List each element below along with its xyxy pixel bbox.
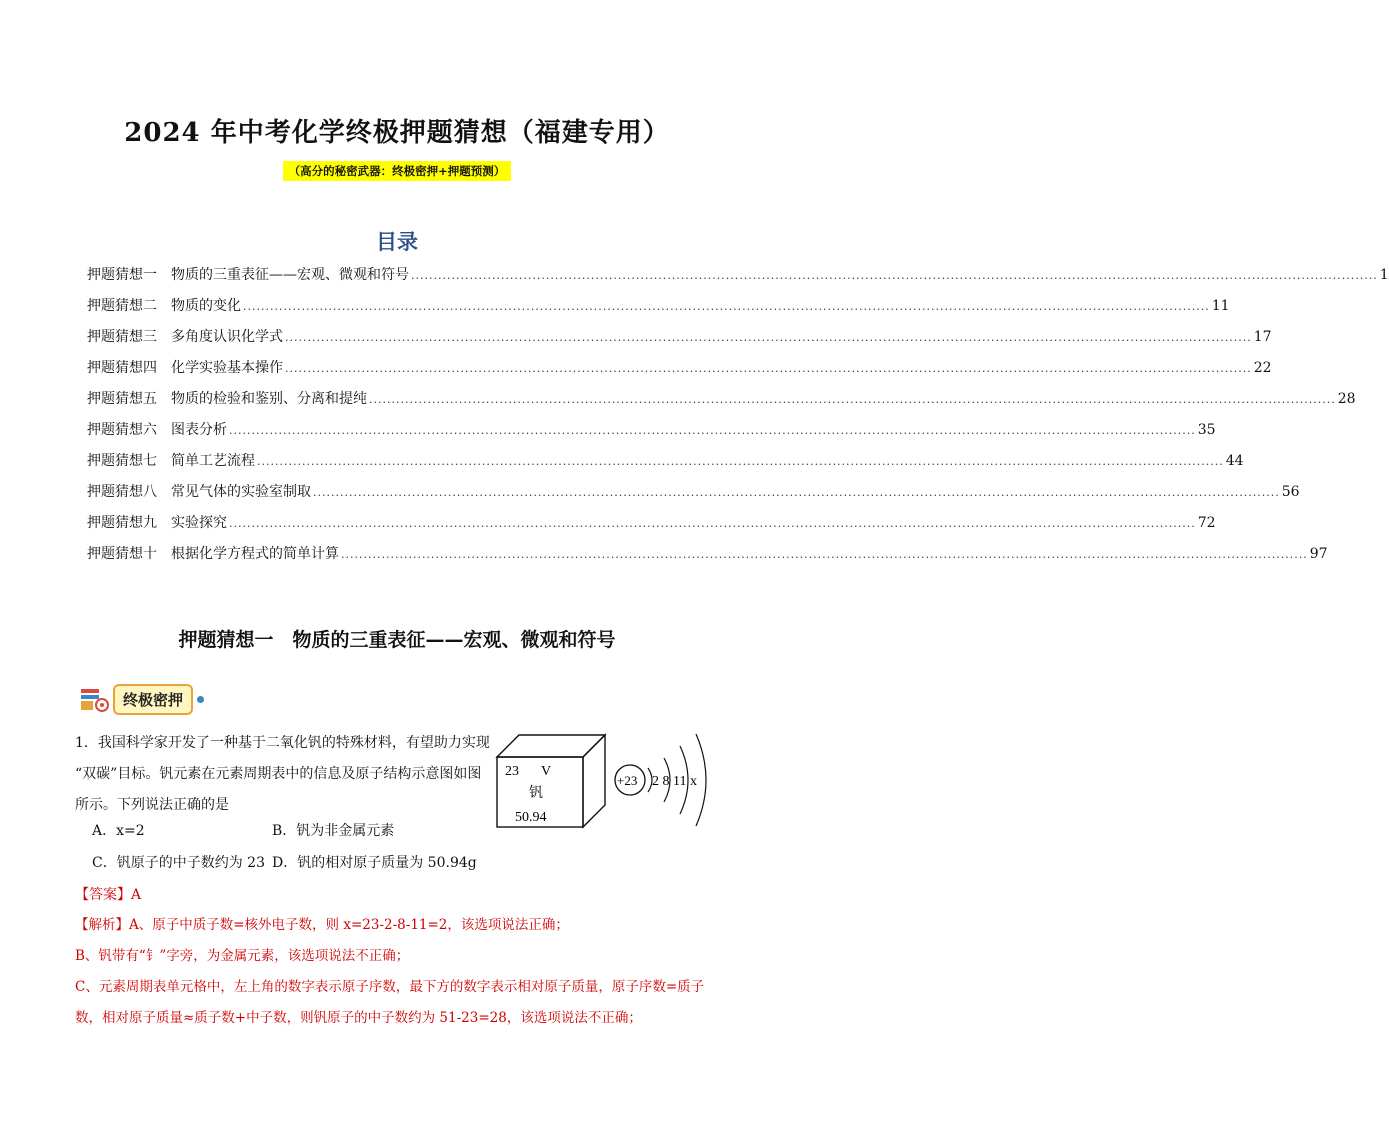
toc-leader-dots: ....................................................................................................................................................................................................................... — [243, 300, 1210, 313]
toc-entry[interactable] — [87, 357, 1272, 388]
element-mass: 50.94 — [515, 810, 547, 825]
toc-leader-dots: ....................................................................................................................................................................................................................... — [313, 486, 1280, 499]
toc-entry-page: 44 — [1225, 453, 1244, 469]
toc-entry-topic: 化学实验基本操作 — [171, 360, 283, 376]
toc-entry[interactable] — [87, 295, 1230, 326]
toc-entry-page: 17 — [1253, 329, 1272, 345]
badge-decoration-icon — [79, 686, 111, 714]
table-of-contents — [87, 264, 1389, 574]
option-a[interactable]: A．x=2 — [92, 823, 145, 839]
toc-entry[interactable] — [87, 450, 1244, 481]
toc-entry-page: 35 — [1197, 422, 1216, 438]
toc-entry-topic: 物质的三重表征——宏观、微观和符号 — [171, 267, 409, 283]
toc-entry-topic: 图表分析 — [171, 422, 227, 438]
toc-entry-label: 押题猜想七 — [87, 453, 157, 469]
toc-entry[interactable] — [87, 326, 1272, 357]
option-b[interactable]: B．钒为非金属元素 — [272, 823, 395, 839]
toc-heading: 目录 — [376, 229, 418, 254]
toc-entry-label: 押题猜想十 — [87, 546, 157, 562]
toc-entry[interactable] — [87, 481, 1300, 512]
toc-entry-page: 22 — [1253, 360, 1272, 376]
nucleus-charge: +23 — [617, 773, 638, 788]
toc-leader-dots: ....................................................................................................................................................................................................................... — [257, 455, 1224, 468]
answer-label: 【答案】A — [75, 887, 142, 903]
toc-entry[interactable] — [87, 264, 1389, 295]
analysis-line: B、钒带有“钅”字旁，为金属元素，该选项说法不正确； — [75, 948, 410, 964]
toc-entry[interactable] — [87, 512, 1216, 543]
toc-entry[interactable] — [87, 543, 1328, 574]
analysis-line: C、元素周期表单元格中，左上角的数字表示原子序数，最下方的数字表示相对原子质量，原子序数=质子 — [75, 979, 705, 995]
element-name: 钒 — [529, 785, 543, 801]
question-line: “双碳”目标。钒元素在元素周期表中的信息及原子结构示意图如图 — [75, 766, 482, 782]
badge-dot-icon — [197, 696, 204, 703]
option-d[interactable]: D．钒的相对原子质量为 50.94g — [272, 855, 477, 871]
toc-entry[interactable] — [87, 388, 1356, 419]
toc-entry-label: 押题猜想三 — [87, 329, 157, 345]
document-subtitle: （高分的秘密武器：终极密押+押题预测） — [283, 161, 512, 181]
toc-leader-dots: ....................................................................................................................................................................................................................... — [229, 424, 1196, 437]
toc-leader-dots: ....................................................................................................................................................................................................................... — [341, 548, 1308, 561]
element-symbol: V — [541, 764, 552, 779]
toc-entry-page: 56 — [1281, 484, 1300, 500]
toc-entry-label: 押题猜想八 — [87, 484, 157, 500]
options-row — [92, 820, 452, 840]
toc-entry-page: 1 — [1379, 267, 1389, 283]
toc-entry[interactable] — [87, 419, 1216, 450]
electron-shells: 2 8 11 x — [652, 774, 697, 789]
element-number: 23 — [505, 764, 519, 779]
options-row — [92, 852, 477, 872]
toc-leader-dots: ....................................................................................................................................................................................................................... — [285, 362, 1252, 375]
periodic-element-cell — [495, 733, 607, 829]
toc-entry-page: 11 — [1211, 298, 1230, 314]
badge-label: 终极密押 — [113, 684, 193, 715]
toc-leader-dots: ....................................................................................................................................................................................................................... — [229, 517, 1196, 530]
subtitle-wrapper — [0, 160, 794, 181]
toc-entry-topic: 多角度认识化学式 — [171, 329, 283, 345]
toc-entry-topic: 常见气体的实验室制取 — [171, 484, 311, 500]
toc-entry-label: 押题猜想九 — [87, 515, 157, 531]
section-title: 押题猜想一 物质的三重表征——宏观、微观和符号 — [178, 629, 616, 651]
toc-entry-label: 押题猜想二 — [87, 298, 157, 314]
toc-entry-topic: 实验探究 — [171, 515, 227, 531]
question-line: 所示。下列说法正确的是 — [75, 797, 229, 813]
option-c[interactable]: C．钒原子的中子数约为 23 — [92, 855, 265, 871]
toc-entry-label: 押题猜想四 — [87, 360, 157, 376]
toc-entry-topic: 根据化学方程式的简单计算 — [171, 546, 339, 562]
atomic-structure-diagram — [612, 728, 732, 832]
toc-entry-topic: 物质的变化 — [171, 298, 241, 314]
toc-entry-page: 72 — [1197, 515, 1216, 531]
document-title: 2024 年中考化学终极押题猜想（福建专用） — [124, 118, 670, 148]
toc-leader-dots: ....................................................................................................................................................................................................................... — [285, 331, 1252, 344]
toc-entry-label: 押题猜想六 — [87, 422, 157, 438]
section-badge — [79, 684, 204, 715]
toc-entry-topic: 物质的检验和鉴别、分离和提纯 — [171, 391, 367, 407]
toc-leader-dots: ....................................................................................................................................................................................................................... — [411, 269, 1378, 282]
question-line: 1．我国科学家开发了一种基于二氧化钒的特殊材料，有望助力实现 — [75, 735, 490, 751]
toc-entry-page: 97 — [1309, 546, 1328, 562]
toc-leader-dots: ....................................................................................................................................................................................................................... — [369, 393, 1336, 406]
toc-entry-page: 28 — [1337, 391, 1356, 407]
toc-entry-label: 押题猜想一 — [87, 267, 157, 283]
toc-entry-topic: 简单工艺流程 — [171, 453, 255, 469]
analysis-line: 数，相对原子质量≈质子数+中子数，则钒原子的中子数约为 51-23=28，该选项说法不正确； — [75, 1010, 642, 1026]
analysis-line: 【解析】A、原子中质子数=核外电子数，则 x=23-2-8-11=2，该选项说法正确； — [75, 917, 569, 933]
toc-entry-label: 押题猜想五 — [87, 391, 157, 407]
question-stem — [75, 728, 495, 821]
